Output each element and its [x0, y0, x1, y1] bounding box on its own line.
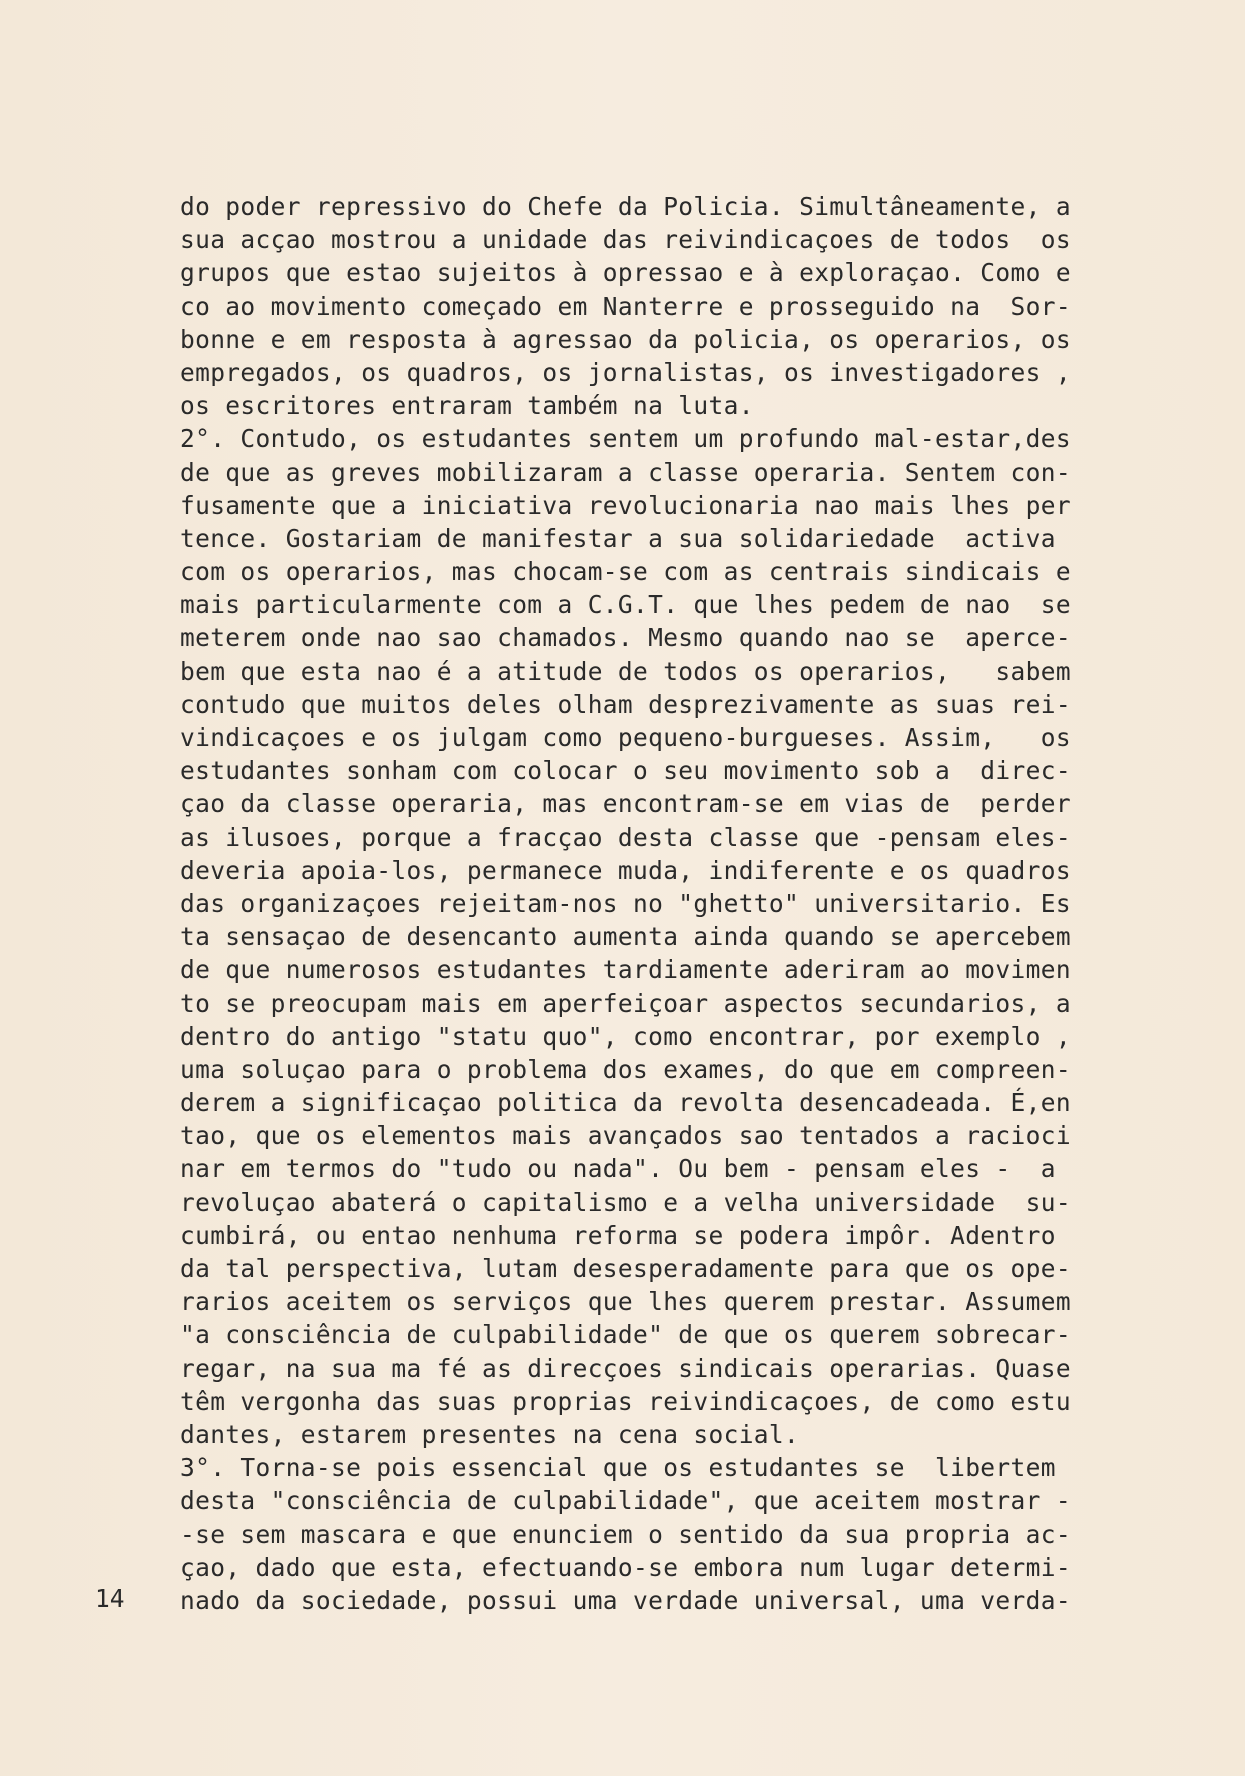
text-line: co ao movimento começado em Nanterre e prosseguido na Sor- — [180, 291, 1071, 321]
text-line: as ilusoes, porque a fracçao desta classe que -pensam eles- — [180, 822, 1071, 852]
text-line: dentro do antigo "statu quo", como encontrar, por exemplo , — [180, 1021, 1071, 1051]
text-line: derem a significaçao politica da revolta desencadeada. É,en — [180, 1088, 1071, 1118]
page-number: 14 — [95, 1584, 125, 1613]
text-line: "a consciência de culpabilidade" de que os querem sobrecar- — [180, 1320, 1071, 1350]
text-line: 2°. Contudo, os estudantes sentem um profundo mal-estar,des — [180, 424, 1071, 454]
text-line: desta "consciência de culpabilidade", que aceitem mostrar - — [180, 1486, 1071, 1516]
text-line: sua acçao mostrou a unidade das reivindicaçoes de todos os — [180, 225, 1071, 255]
text-line: contudo que muitos deles olham desprezivamente as suas rei- — [180, 689, 1071, 719]
text-line: nar em termos do "tudo ou nada". Ou bem - pensam eles - a — [180, 1154, 1056, 1184]
text-line: -se sem mascara e que enunciem o sentido da sua propria ac- — [180, 1519, 1071, 1549]
text-line: estudantes sonham com colocar o seu movimento sob a direc- — [180, 756, 1071, 786]
text-line: têm vergonha das suas proprias reivindicaçoes, de como estu — [180, 1386, 1071, 1416]
text-line: da tal perspectiva, lutam desesperadamente para que os ope- — [180, 1254, 1071, 1283]
text-line: dantes, estarem presentes na cena social. — [180, 1419, 800, 1449]
text-line: de que as greves mobilizaram a classe operaria. Sentem con- — [180, 457, 1071, 487]
text-line: regar, na sua ma fé as direcçoes sindicais operarias. Quase — [180, 1353, 1071, 1383]
text-line: do poder repressivo do Chefe da Policia. Simultâneamente, a — [180, 192, 1071, 221]
body-text — [180, 190, 1165, 1617]
text-line: de que numerosos estudantes tardiamente aderiram ao movimen — [180, 955, 1071, 985]
text-line: 3°. Torna-se pois essencial que os estudantes se libertem — [180, 1453, 1056, 1483]
text-line: rarios aceitem os serviços que lhes querem prestar. Assumem — [180, 1287, 1071, 1317]
text-line: revoluçao abaterá o capitalismo e a velha universidade su- — [180, 1187, 1071, 1217]
text-line: deveria apoia-los, permanece muda, indiferente e os quadros — [180, 855, 1071, 885]
text-line: bonne e em resposta à agressao da policia, os operarios, os — [180, 324, 1071, 354]
text-line: os escritores entraram também na luta. — [180, 391, 754, 421]
text-line: das organizaçoes rejeitam-nos no "ghetto" universitario. Es — [180, 888, 1071, 918]
text-line: çao, dado que esta, efectuando-se embora num lugar determi- — [180, 1552, 1071, 1582]
text-line: fusamente que a iniciativa revolucionaria nao mais lhes per — [180, 490, 1071, 520]
text-line: nado da sociedade, possui uma verdade universal, uma verda- — [180, 1585, 1071, 1615]
text-line: tence. Gostariam de manifestar a sua solidariedade activa — [180, 523, 1056, 553]
text-line: mais particularmente com a C.G.T. que lhes pedem de nao se — [180, 590, 1071, 620]
text-line: vindicaçoes e os julgam como pequeno-burgueses. Assim, os — [180, 723, 1071, 752]
text-line: grupos que estao sujeitos à opressao e à exploraçao. Como e — [180, 258, 1071, 288]
text-line: to se preocupam mais em aperfeiçoar aspectos secundarios, a — [180, 988, 1071, 1018]
text-line: ta sensaçao de desencanto aumenta ainda quando se apercebem — [180, 922, 1071, 952]
text-line: bem que esta nao é a atitude de todos os operarios, sabem — [180, 656, 1071, 686]
text-line: cumbirá, ou entao nenhuma reforma se podera impôr. Adentro — [180, 1220, 1056, 1250]
text-line: uma soluçao para o problema dos exames, do que em compreen- — [180, 1054, 1071, 1084]
text-line: çao da classe operaria, mas encontram-se em vias de perder — [180, 789, 1071, 819]
text-line: empregados, os quadros, os jornalistas, os investigadores , — [180, 357, 1071, 387]
text-line: meterem onde nao sao chamados. Mesmo quando nao se aperce- — [180, 623, 1071, 653]
text-line: com os operarios, mas chocam-se com as centrais sindicais e — [180, 557, 1071, 587]
text-line: tao, que os elementos mais avançados sao tentados a racioci — [180, 1121, 1071, 1151]
